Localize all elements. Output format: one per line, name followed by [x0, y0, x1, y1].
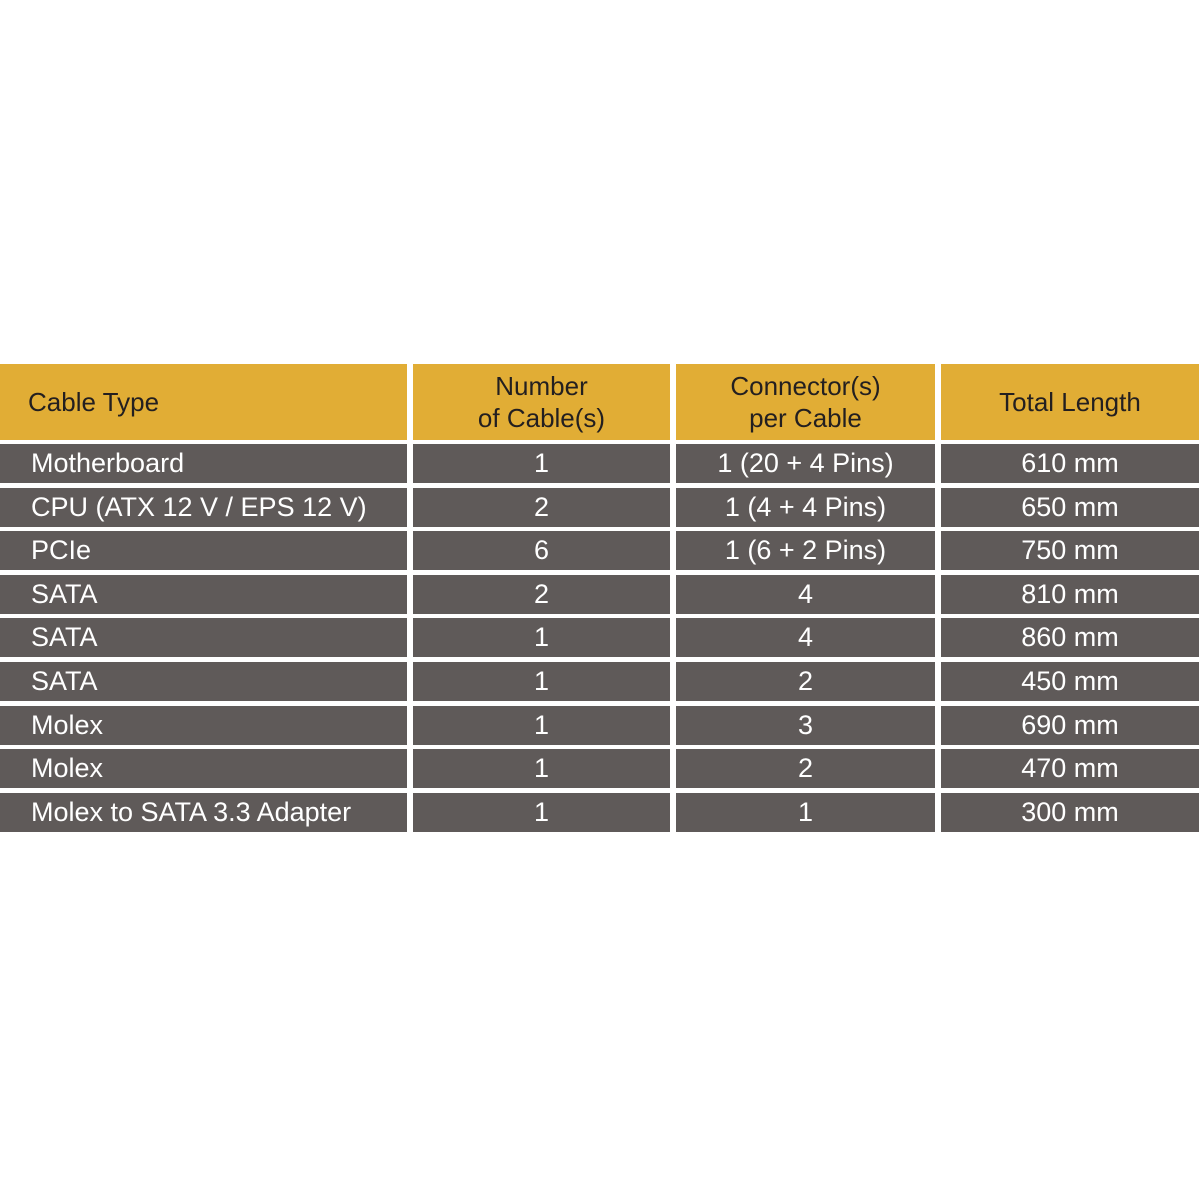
cell-number-of-cables: 1 — [413, 444, 670, 483]
cell-number-of-cables: 2 — [413, 575, 670, 614]
cell-total-length: 300 mm — [941, 793, 1199, 832]
cell-number-of-cables: 2 — [413, 488, 670, 527]
cell-connectors-per-cable: 1 (4 + 4 Pins) — [676, 488, 935, 527]
cell-total-length: 750 mm — [941, 531, 1199, 570]
cell-cable-type: PCIe — [0, 531, 407, 570]
cell-cable-type: SATA — [0, 575, 407, 614]
cell-connectors-per-cable: 1 (20 + 4 Pins) — [676, 444, 935, 483]
cell-number-of-cables: 1 — [413, 618, 670, 657]
cell-total-length: 450 mm — [941, 662, 1199, 701]
cell-total-length: 610 mm — [941, 444, 1199, 483]
cell-cable-type: Molex to SATA 3.3 Adapter — [0, 793, 407, 832]
cell-cable-type: CPU (ATX 12 V / EPS 12 V) — [0, 488, 407, 527]
cable-spec-table — [0, 364, 1200, 836]
cell-cable-type: Molex — [0, 749, 407, 788]
header-total-length: Total Length — [941, 364, 1199, 444]
cell-number-of-cables: 1 — [413, 749, 670, 788]
header-cable-type: Cable Type — [0, 364, 407, 444]
cell-total-length: 860 mm — [941, 618, 1199, 657]
cell-connectors-per-cable: 1 — [676, 793, 935, 832]
cell-connectors-per-cable: 2 — [676, 749, 935, 788]
cell-cable-type: SATA — [0, 618, 407, 657]
cell-connectors-per-cable: 4 — [676, 575, 935, 614]
cell-connectors-per-cable: 1 (6 + 2 Pins) — [676, 531, 935, 570]
cell-number-of-cables: 6 — [413, 531, 670, 570]
header-number-of-cables: Number of Cable(s) — [413, 364, 670, 444]
cell-cable-type: Molex — [0, 706, 407, 745]
cell-cable-type: Motherboard — [0, 444, 407, 483]
cell-connectors-per-cable: 2 — [676, 662, 935, 701]
cell-number-of-cables: 1 — [413, 706, 670, 745]
cell-total-length: 690 mm — [941, 706, 1199, 745]
cell-total-length: 650 mm — [941, 488, 1199, 527]
header-connectors-per-cable: Connector(s) per Cable — [676, 364, 935, 444]
cell-cable-type: SATA — [0, 662, 407, 701]
cell-total-length: 810 mm — [941, 575, 1199, 614]
cell-total-length: 470 mm — [941, 749, 1199, 788]
cell-connectors-per-cable: 3 — [676, 706, 935, 745]
cell-connectors-per-cable: 4 — [676, 618, 935, 657]
cell-number-of-cables: 1 — [413, 662, 670, 701]
cell-number-of-cables: 1 — [413, 793, 670, 832]
